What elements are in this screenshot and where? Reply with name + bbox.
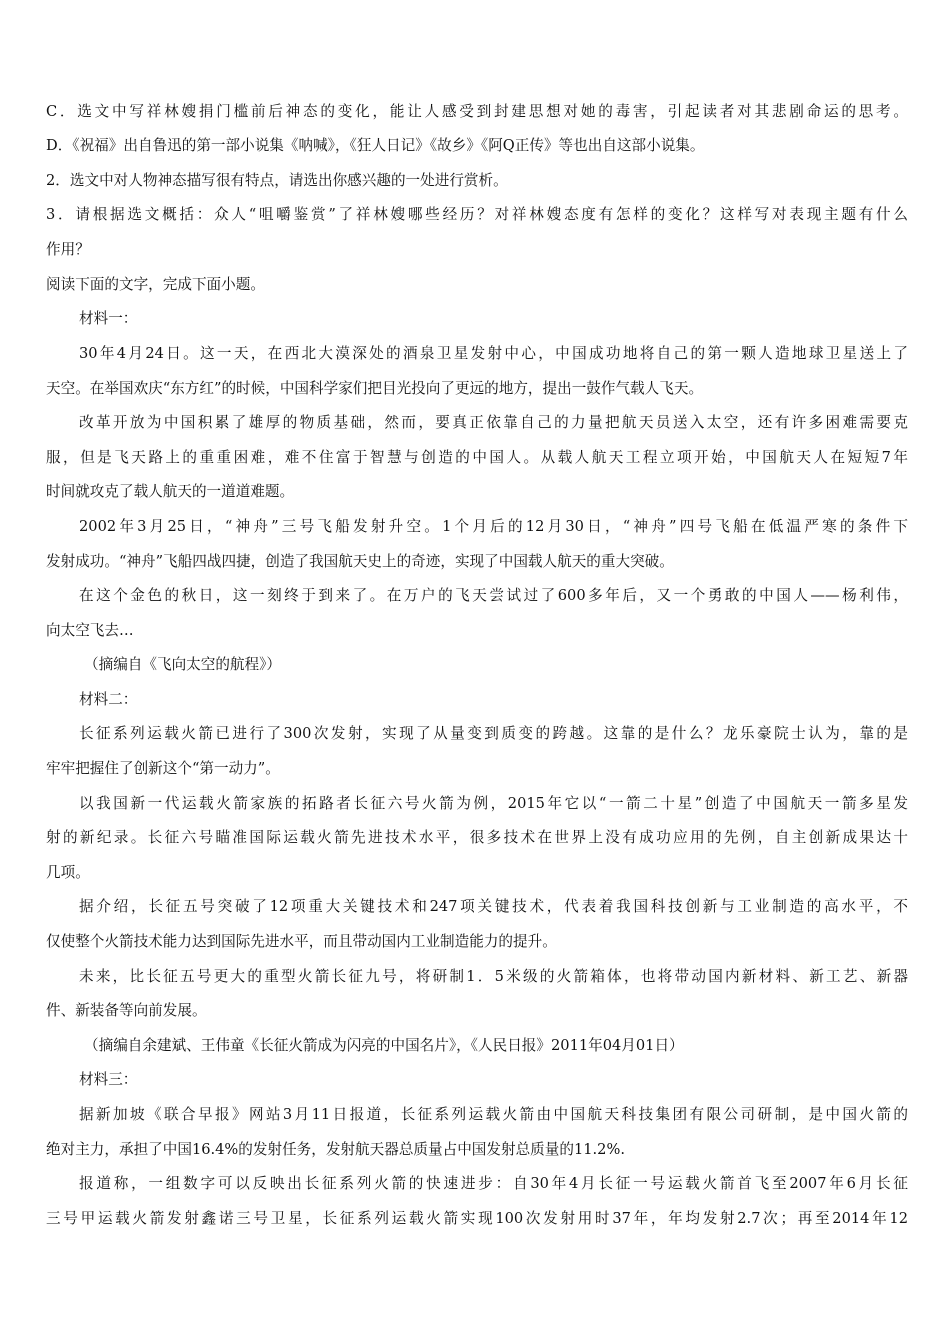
material-3-para-1-line-2: 绝对主力，承担了中国16.4%的发射任务，发射航天器总质量占中国发射总质量的11.2%. — [46, 1141, 625, 1158]
material-2-para-3-line-1: 据介绍，长征五号突破了12项重大关键技术和247项关键技术，代表着我国科技创新与工业制造的高水平，不 — [79, 898, 908, 915]
material-2-para-4-line-1: 未来，比长征五号更大的重型火箭长征九号，将研制1．5米级的火箭箱体，也将带动国内新材料、新工艺、新器 — [79, 968, 908, 985]
reading-instruction: 阅读下面的文字，完成下面小题。 — [46, 276, 265, 293]
material-2-heading: 材料二： — [79, 691, 138, 708]
question-3-line-1: 3．请根据选文概括：众人“咀嚼鉴赏”了祥林嫂哪些经历？对祥林嫂态度有怎样的变化？这样写对表现主题有什么 — [46, 206, 908, 223]
material-2-para-2-line-2: 射的新纪录。长征六号瞄准国际运载火箭先进技术水平，很多技术在世界上没有成功应用的先例，自主创新成果达十 — [46, 829, 908, 846]
material-2-para-4-line-2: 件、新装备等向前发展。 — [46, 1002, 207, 1019]
material-2-source: （摘编自余建斌、王伟童《长征火箭成为闪亮的中国名片》，《人民日报》2011年04月01日） — [84, 1037, 684, 1054]
material-1-para-1-line-1: 30年4月24日。这一天，在西北大漠深处的酒泉卫星发射中心，中国成功地将自己的第一颗人造地球卫星送上了 — [79, 345, 908, 362]
question-option-c: C．选文中写祥林嫂捐门槛前后神态的变化，能让人感受到封建思想对她的毒害，引起读者对其悲剧命运的思考。 — [46, 103, 908, 120]
material-1-para-1-line-2: 天空。在举国欢庆“东方红”的时候，中国科学家们把目光投向了更远的地方，提出一鼓作气载人飞天。 — [46, 380, 704, 397]
material-1-para-3-line-1: 2002年3月25日，“神舟”三号飞船发射升空。1个月后的12月30日，“神舟”四号飞船在低温严寒的条件下 — [79, 518, 908, 535]
material-1-para-4-line-1: 在这个金色的秋日，这一刻终于到来了。在万户的飞天尝试过了600多年后，又一个勇敢的中国人——杨利伟， — [79, 587, 908, 604]
material-3-para-1-line-1: 据新加坡《联合早报》网站3月11日报道，长征系列运载火箭由中国航天科技集团有限公司研制，是中国火箭的 — [79, 1106, 908, 1123]
material-1-para-2-line-1: 改革开放为中国积累了雄厚的物质基础，然而，要真正依靠自己的力量把航天员送入太空，还有许多困难需要克 — [79, 414, 908, 431]
material-2-para-2-line-3: 几项。 — [46, 864, 90, 881]
question-option-d: D．《祝福》出自鲁迅的第一部小说集《呐喊》，《狂人日记》《故乡》《阿Q正传》等也出自这部小说集。 — [46, 137, 705, 154]
material-1-para-4-line-2: 向太空飞去… — [46, 622, 134, 639]
material-3-para-2-line-1: 报道称，一组数字可以反映出长征系列火箭的快速进步：自30年4月长征一号运载火箭首飞至2007年6月长征 — [79, 1175, 908, 1192]
material-2-para-1-line-2: 牢牢把握住了创新这个“第一动力”。 — [46, 760, 280, 777]
material-1-para-2-line-2: 服，但是飞天路上的重重困难，难不住富于智慧与创造的中国人。从载人航天工程立项开始，中国航天人在短短7年 — [46, 449, 908, 466]
material-2-para-3-line-2: 仅使整个火箭技术能力达到国际先进水平，而且带动国内工业制造能力的提升。 — [46, 933, 557, 950]
material-3-heading: 材料三： — [79, 1071, 138, 1088]
material-3-para-2-line-2: 三号甲运载火箭发射鑫诺三号卫星，长征系列运载火箭实现100次发射用时37年，年均发射2.7次；再至2014年12 — [46, 1210, 908, 1227]
material-1-source: （摘编自《飞向太空的航程》） — [84, 656, 282, 673]
material-2-para-2-line-1: 以我国新一代运载火箭家族的拓路者长征六号火箭为例，2015年它以“一箭二十星”创造了中国航天一箭多星发 — [79, 795, 908, 812]
material-1-para-2-line-3: 时间就攻克了载人航天的一道道难题。 — [46, 483, 295, 500]
material-1-heading: 材料一： — [79, 310, 138, 327]
material-2-para-1-line-1: 长征系列运载火箭已进行了300次发射，实现了从量变到质变的跨越。这靠的是什么？龙乐豪院士认为，靠的是 — [79, 725, 908, 742]
question-2: 2．选文中对人物神态描写很有特点，请选出你感兴趣的一处进行赏析。 — [46, 172, 508, 189]
material-1-para-3-line-2: 发射成功。“神舟”飞船四战四捷，创造了我国航天史上的奇迹，实现了中国载人航天的重大突破。 — [46, 553, 674, 570]
question-3-line-2: 作用？ — [46, 241, 90, 258]
